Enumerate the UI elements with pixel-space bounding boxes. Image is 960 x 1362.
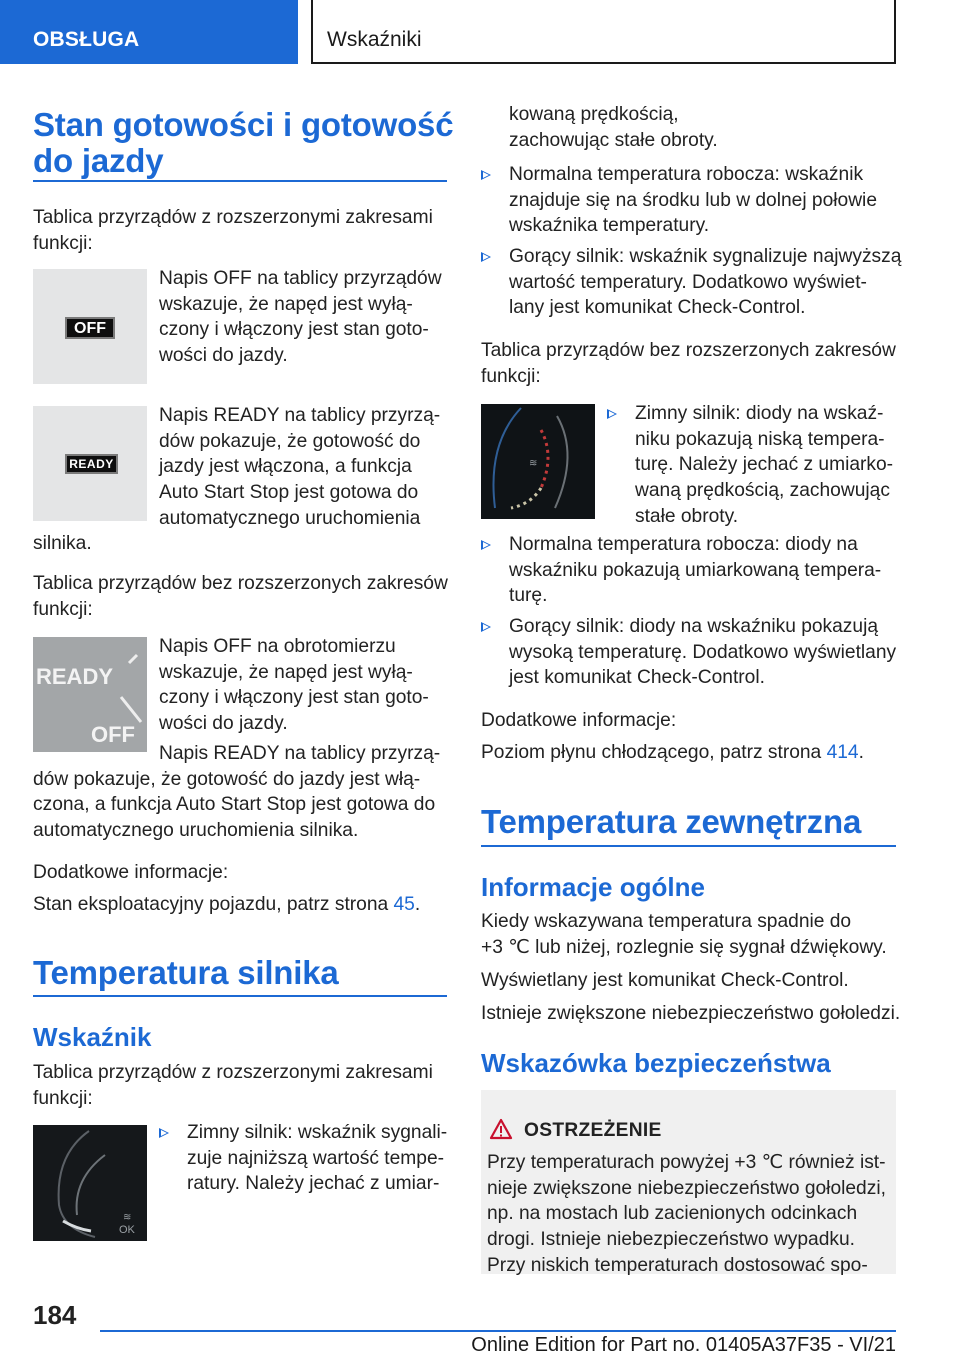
- bullet-triangle-icon: [159, 1128, 169, 1138]
- coolant-icon: ≋: [123, 1212, 132, 1223]
- coolant-icon: ≋: [529, 458, 538, 469]
- bullet-hot-engine: Gorący silnik: wskaźnik sygnalizuje najwyższą wartość temperatury. Dodatkowo wyświet- lany jest komunikat Check-Control.: [481, 244, 901, 321]
- paragraph-intro-2: Tablica przyrządów bez rozszerzonych zakresów funkcji:: [33, 573, 448, 620]
- bullet-cold-engine: Zimny silnik: wskaźnik sygnali- zuje najniższą wartość tempe- ratury. Należy jechać z umiar-: [159, 1120, 447, 1197]
- heading-rule: [33, 995, 447, 997]
- paragraph-ready: Napis READY na tablicy przyrzą- dów pokazuje, że gotowość do jazdy jest włączona, a funkcja Auto Start Stop jest gotowa do automatycznego uruchomienia: [159, 405, 441, 529]
- more-info-label: Dodatkowe informacje:: [481, 710, 677, 731]
- heading-rule: [33, 180, 447, 182]
- tachometer-ready-label: READY: [36, 664, 114, 689]
- bullet-triangle-icon: [481, 170, 491, 180]
- temperature-gauge-graphic: [33, 1125, 147, 1241]
- section-heading-engine-temperature: Temperatura silnika: [33, 954, 339, 991]
- more-info-label: Dodatkowe informacje:: [33, 862, 229, 883]
- paragraph-off: Napis OFF na tablicy przyrządów wskazuje, że napęd jest wyłą- czony i włączony jest stan goto- wości do jazdy.: [159, 268, 442, 367]
- section-heading-readiness-line1: Stan gotowości i gotowość: [33, 106, 454, 143]
- paragraph-ready-2: Napis READY na tablicy przyrzą- dów pokazuje, że gotowość do jazdy jest włą- czona, a funkcja Auto Start Stop jest gotowa do automatycznego uruchomienia silnika.: [33, 743, 441, 842]
- page-link-414[interactable]: 414: [826, 742, 859, 763]
- warning-triangle-icon: [489, 1118, 513, 1140]
- bullet-cold-engine-continued: kowaną prędkością, zachowując stałe obroty.: [509, 104, 718, 151]
- off-badge: OFF: [65, 317, 115, 339]
- bullet-triangle-icon: [481, 540, 491, 550]
- chapter-title: Wskaźniki: [311, 0, 896, 64]
- off-indicator-image: [33, 269, 147, 384]
- bullet-triangle-icon: [481, 252, 491, 262]
- footer-rule: [100, 1330, 896, 1332]
- gauge-ok-label: OK: [119, 1224, 135, 1236]
- bullet-triangle-icon: [481, 622, 491, 632]
- temperature-gauge-image: [33, 1125, 147, 1241]
- paragraph-ice-risk: Istnieje zwiększone niebezpieczeństwo gołoledzi.: [481, 1003, 901, 1024]
- paragraph-general: Kiedy wskazywana temperatura spadnie do +3 ℃ lub niżej, rozlegnie się sygnał dźwiękowy.: [481, 911, 887, 958]
- subheading-indicator: Wskaźnik: [33, 1022, 152, 1052]
- bullet-normal-temp: Normalna temperatura robocza: wskaźnik znajduje się na środku lub w dolnej połowie wskaźnika temperatury.: [481, 162, 877, 239]
- subheading-safety-note: Wskazówka bezpieczeństwa: [481, 1048, 831, 1078]
- paragraph-ready-tail: silnika.: [33, 533, 92, 554]
- heading-rule: [481, 845, 896, 847]
- bullet-cold-engine-led: Zimny silnik: diody na wskaź- niku pokazują niską tempera- turę. Należy jechać z umiarko- waną prędkością, zachowując stałe obroty.: [607, 401, 893, 530]
- footer-edition: Online Edition for Part no. 01405A37F35 - VI/21: [471, 1334, 896, 1356]
- more-info-reference: Stan eksploatacyjny pojazdu, patrz strona 45.: [33, 894, 421, 915]
- ready-indicator-image: [33, 406, 147, 521]
- subheading-general-info: Informacje ogólne: [481, 872, 705, 902]
- bullet-normal-temp-led: Normalna temperatura robocza: diody na wskaźniku pokazują umiarkowaną tempera- turę.: [481, 532, 881, 609]
- section-tab[interactable]: OBSŁUGA: [0, 0, 298, 64]
- tachometer-graphic: [33, 637, 147, 752]
- paragraph-intro: Tablica przyrządów z rozszerzonymi zakresami funkcji:: [33, 207, 433, 254]
- paragraph-check-control: Wyświetlany jest komunikat Check-Control.: [481, 970, 849, 991]
- more-info-reference: Poziom płynu chłodzącego, patrz strona 414.: [481, 742, 864, 763]
- bullet-triangle-icon: [607, 409, 617, 419]
- led-gauge-graphic: [481, 404, 595, 519]
- paragraph-off-2: Napis OFF na obrotomierzu wskazuje, że napęd jest wyłą- czony i włączony jest stan goto- wości do jazdy.: [159, 636, 429, 735]
- page-number: 184: [33, 1300, 77, 1330]
- bullet-hot-engine-led: Gorący silnik: diody na wskaźniku pokazują wysoką temperaturę. Dodatkowo wyświetlany jest komunikat Check-Control.: [481, 614, 896, 691]
- section-heading-outside-temperature: Temperatura zewnętrzna: [481, 803, 862, 840]
- page-link-45[interactable]: 45: [393, 894, 415, 915]
- led-gauge-image: [481, 404, 595, 519]
- tachometer-image: [33, 637, 147, 752]
- warning-title: OSTRZEŻENIE: [524, 1120, 662, 1141]
- ready-badge: READY: [65, 454, 118, 474]
- paragraph-intro-right: Tablica przyrządów bez rozszerzonych zakresów funkcji:: [481, 340, 896, 387]
- paragraph-indicator-intro: Tablica przyrządów z rozszerzonymi zakresami funkcji:: [33, 1062, 433, 1109]
- warning-text: Przy temperaturach powyżej +3 ℃ również ist- nieje zwiększone niebezpieczeństwo gołoledzi, np. na mostach lub zacienionych odcinkach drogi. Istnieje niebezpieczeństwo wypadku. Przy niskich temperaturach dostosować spo-: [487, 1152, 886, 1276]
- section-heading-readiness-line2: do jazdy: [33, 142, 164, 179]
- tachometer-off-label: OFF: [91, 722, 135, 747]
